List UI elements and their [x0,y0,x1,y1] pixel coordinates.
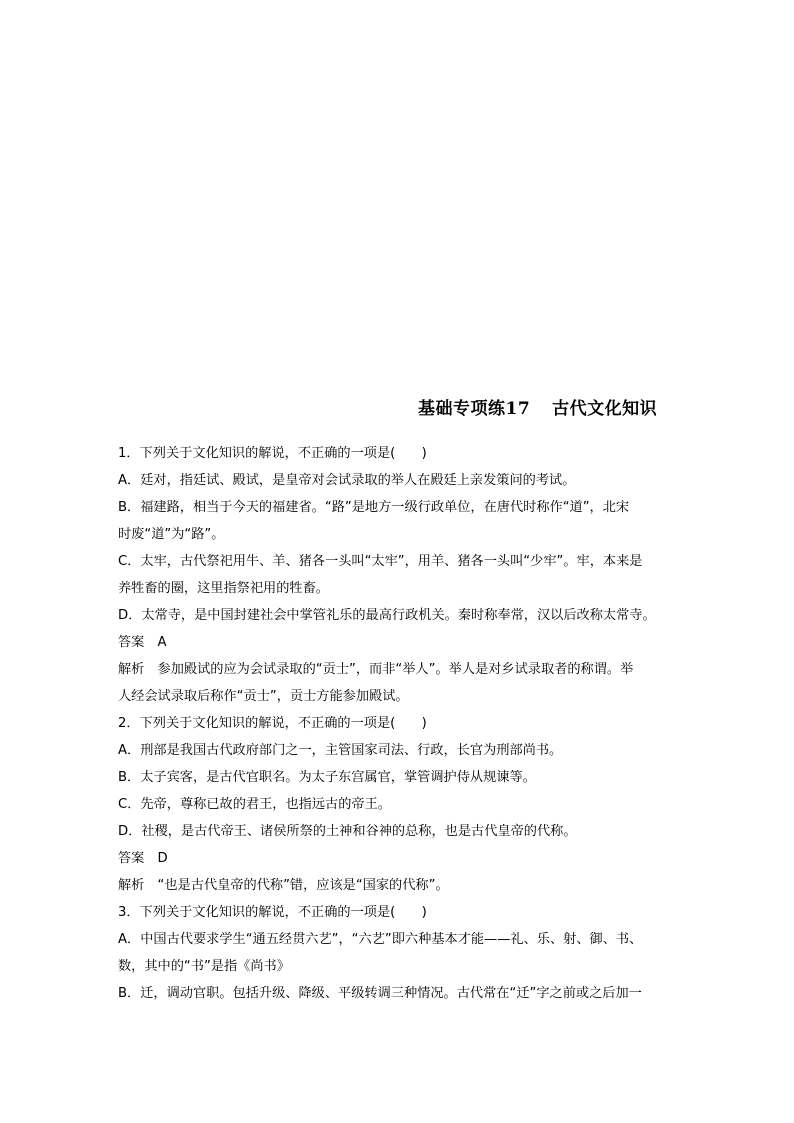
question-1-explanation: 解析 参加殿试的应为会试录取的“贡士”，而非“举人”。举人是对乡试录取者的称谓。举 [118,662,634,677]
question-2-stem: 2．下列关于文化知识的解说，不正确的一项是( ) [118,716,427,731]
question-1-option-a: A．廷对，指廷试、殿试，是皇帝对会试录取的举人在殿廷上亲发策问的考试。 [118,473,576,488]
question-2-option-b: B．太子宾客，是古代官职名。为太子东宫属官，掌管调护侍从规谏等。 [118,770,536,785]
question-1-option-d: D．太常寺，是中国封建社会中掌管礼乐的最高行政机关。秦时称奉常，汉以后改称太常寺。 [118,608,656,623]
title-part-2: 古代文化知识 [552,399,658,419]
question-3-option-a-cont: 数，其中的“书”是指《尚书》 [118,959,290,974]
question-2-option-a: A．刑部是我国古代政府部门之一，主管国家司法、行政，长官为刑部尚书。 [118,743,563,758]
question-3-option-a: A．中国古代要求学生“通五经贯六艺”，“六艺”即六种基本才能——礼、乐、射、御、书、 [118,932,643,947]
question-2-option-d: D．社稷，是古代帝王、诸侯所祭的土神和谷神的总称，也是古代皇帝的代称。 [118,824,577,839]
document-body [118,440,680,1007]
question-1-option-c-cont: 养牲畜的圈，这里指祭祀用的牲畜。 [118,581,329,596]
question-3-option-b: B．迁，调动官职。包括升级、降级、平级转调三种情况。古代常在“迁”字之前或之后加一 [118,986,642,1001]
question-1-explanation-cont: 人经会试录取后称作“贡士”，贡士方能参加殿试。 [118,689,409,704]
question-1-option-b-cont: 时废“道”为“路”。 [118,527,225,542]
question-1-option-b: B．福建路，相当于今天的福建省。“路”是地方一级行政单位，在唐代时称作“道”，北宋 [118,500,630,515]
question-1-stem: 1．下列关于文化知识的解说，不正确的一项是( ) [118,446,427,461]
question-2-option-c: C．先帝，尊称已故的君王，也指远古的帝王。 [118,797,391,812]
question-3-stem: 3．下列关于文化知识的解说，不正确的一项是( ) [118,905,427,920]
question-1-option-c: C．太牢，古代祭祀用牛、羊、猪各一头叫“太牢”，用羊、猪各一头叫“少牢”。牢，本来是 [118,554,643,569]
question-1-answer: 答案 A [118,635,167,650]
question-2-answer: 答案 D [118,851,168,866]
page-title [418,394,657,419]
question-2-explanation: 解析 “也是古代皇帝的代称”错，应该是“国家的代称”。 [118,878,449,893]
title-part-1: 基础专项练17 [418,399,531,419]
